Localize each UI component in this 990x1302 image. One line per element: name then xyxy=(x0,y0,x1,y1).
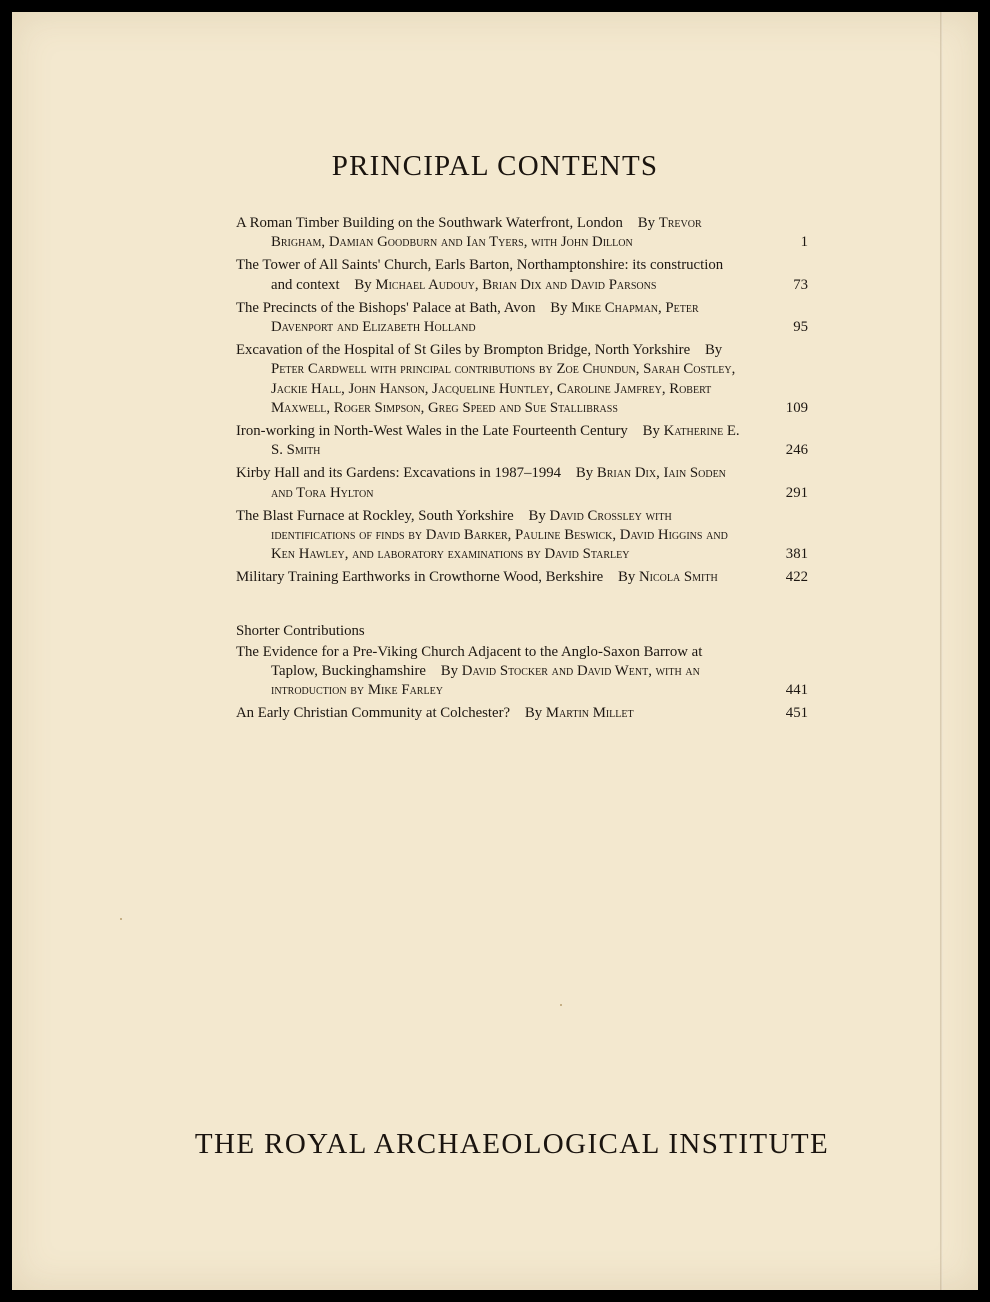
entry-title: The Evidence for a Pre-Viking Church Adjacent to the Anglo-Saxon Barrow at Taplow, Buckinghamshire xyxy=(236,643,703,680)
entry-authors: David Stocker and David Went, with an introduction by Mike Farley xyxy=(271,663,700,699)
entry-title: Excavation of the Hospital of St Giles by Brompton Bridge, North Yorkshire xyxy=(236,342,691,359)
entry-authors: Katherine E. S. Smith xyxy=(271,423,740,459)
entry-by-prefix: By xyxy=(528,507,546,524)
main-entries xyxy=(236,214,808,588)
toc-entry xyxy=(236,704,808,723)
spine-fold xyxy=(940,12,943,1290)
entry-page-number: 95 xyxy=(793,319,808,336)
entry-page-number: 73 xyxy=(793,276,808,293)
entry-authors: Mike Chapman, Peter Davenport and Elizabeth Holland xyxy=(271,299,699,336)
entry-title: An Early Christian Community at Colchester? xyxy=(236,705,511,722)
toc-entry xyxy=(236,507,808,565)
entry-page-number: 441 xyxy=(785,682,808,699)
entry-by-prefix: By xyxy=(354,276,372,293)
toc-entry xyxy=(236,341,808,418)
shorter-entries xyxy=(236,643,808,724)
entry-page-number: 381 xyxy=(785,546,808,563)
toc-entry xyxy=(236,464,808,502)
paper-speck xyxy=(560,1004,562,1006)
section-heading-shorter-contributions: Shorter Contributions xyxy=(236,622,365,639)
toc-entry xyxy=(236,256,808,294)
toc-entry xyxy=(236,568,808,587)
entry-page-number: 291 xyxy=(785,484,808,501)
publisher-name: THE ROYAL ARCHAEOLOGICAL INSTITUTE xyxy=(194,1128,830,1160)
entry-authors: Michael Audouy, Brian Dix and David Parsons xyxy=(375,276,657,293)
entry-by-prefix: By xyxy=(524,705,543,722)
toc-entry xyxy=(236,214,808,252)
entry-by-prefix: By xyxy=(637,215,656,231)
entry-page-number: 422 xyxy=(785,569,808,586)
entry-by-prefix: By xyxy=(550,299,568,316)
entry-authors: Brian Dix, Iain Soden and Tora Hylton xyxy=(271,465,726,501)
entry-page-number: 1 xyxy=(800,234,808,251)
entry-by-prefix: By xyxy=(704,342,723,359)
entry-title: Iron-working in North-West Wales in the Late Fourteenth Century xyxy=(236,423,628,440)
entry-page-number: 246 xyxy=(785,442,808,459)
entry-authors: Martin Millet xyxy=(545,705,634,722)
entry-title: Kirby Hall and its Gardens: Excavations in 1987–1994 xyxy=(236,465,562,482)
entry-by-prefix: By xyxy=(575,465,594,482)
toc-entry xyxy=(236,643,808,701)
table-of-contents xyxy=(236,214,808,728)
entry-by-prefix: By xyxy=(642,423,660,440)
entry-authors: Trevor Brigham, Damian Goodburn and Ian Tyers, with John Dillon xyxy=(271,215,702,251)
entry-title: Military Training Earthworks in Crowthorne Wood, Berkshire xyxy=(236,569,604,586)
entry-authors: David Crossley with identifications of finds by David Barker, Pauline Beswick, David Higgins and Ken Hawley, and laboratory examinations by David Starley xyxy=(271,507,728,563)
entry-page-number: 109 xyxy=(785,399,808,416)
entry-page-number: 451 xyxy=(785,705,808,722)
entry-title: The Blast Furnace at Rockley, South Yorkshire xyxy=(236,507,514,524)
entry-title: A Roman Timber Building on the Southwark Waterfront, London xyxy=(236,215,623,231)
paper-speck xyxy=(120,918,122,920)
entry-title: The Precincts of the Bishops' Palace at Bath, Avon xyxy=(236,299,536,316)
entry-authors: Peter Cardwell with principal contributions by Zoe Chundun, Sarah Costley, Jackie Hall, John Hanson, Jacqueline Huntley, Caroline Jamfrey, Robert Maxwell, Roger Simpson, Greg Speed and Sue Stallibrass xyxy=(271,361,736,416)
toc-entry xyxy=(236,422,808,460)
entry-by-prefix: By xyxy=(618,569,636,586)
toc-entry xyxy=(236,299,808,337)
page-title: PRINCIPAL CONTENTS xyxy=(331,150,659,182)
entry-authors: Nicola Smith xyxy=(638,569,718,586)
entry-by-prefix: By xyxy=(440,663,459,680)
entry-title: The Tower of All Saints' Church, Earls Barton, Northamptonshire: its construction and context xyxy=(236,257,724,293)
